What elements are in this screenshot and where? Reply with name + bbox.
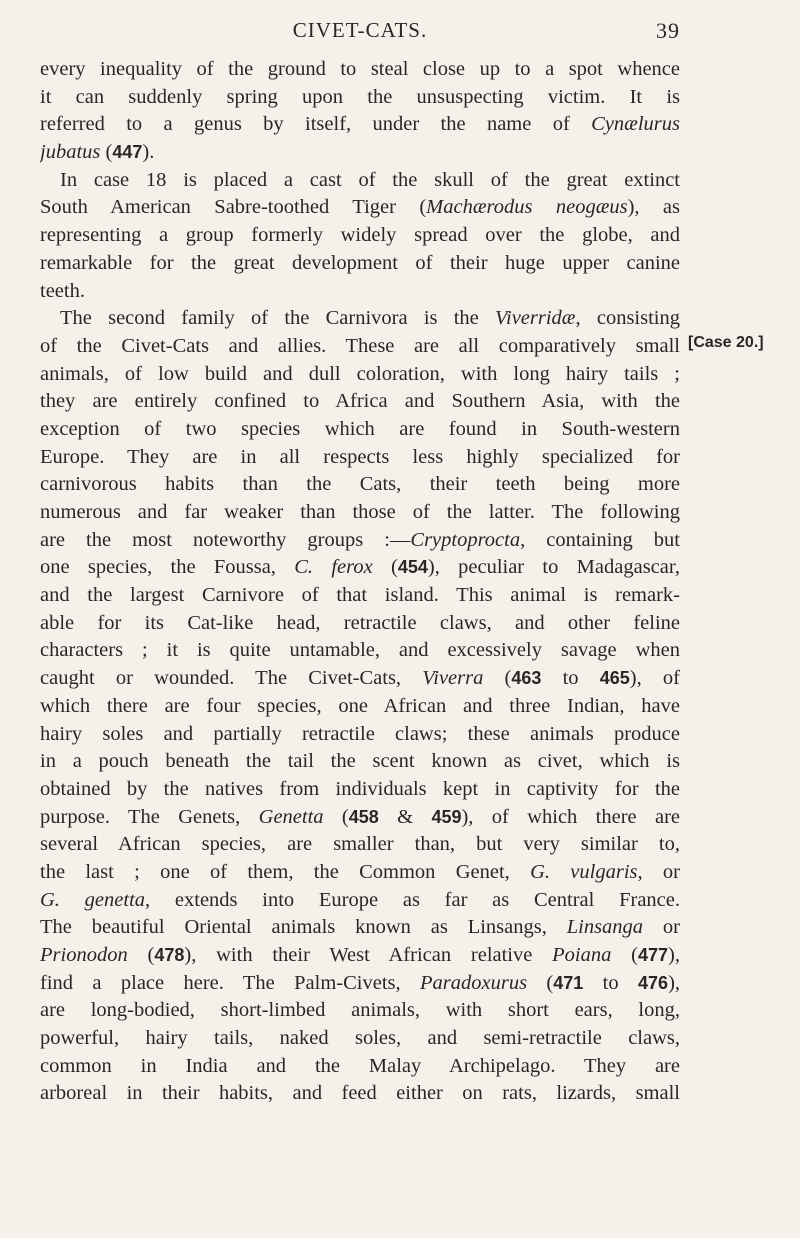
text-run: ( <box>527 971 554 994</box>
specimen-number: 459 <box>431 806 462 827</box>
text-line <box>40 1053 680 1081</box>
text-run: numerous and far weaker than those of the latter. The following <box>40 501 680 523</box>
text-run: able for its Cat-like head, retractile claws, and other feline <box>40 611 680 634</box>
text-run: , consisting <box>575 307 680 330</box>
text-run: in a pouch beneath the tail the scent known as civet, which is <box>40 750 680 773</box>
text-run: ), of which there are <box>461 805 680 828</box>
text-run: Europe. They are in all respects less highly specialized for <box>40 445 680 468</box>
italic-term: Machærodus neogæus <box>426 196 628 219</box>
text-line <box>40 111 680 139</box>
text-run: ( <box>372 556 398 579</box>
text-line <box>40 333 680 361</box>
text-run: ( <box>483 667 512 690</box>
text-run: carnivorous habits than the Cats, their teeth being more <box>40 473 680 496</box>
text-line <box>40 1025 680 1053</box>
text-run: teeth. <box>40 279 85 302</box>
italic-term: jubatus <box>40 141 101 164</box>
text-run: , or <box>637 860 680 883</box>
text-line <box>40 748 680 776</box>
text-run: every inequality of the ground to steal close up to a spot whence <box>40 58 680 80</box>
text-line <box>40 278 680 306</box>
specimen-number: 458 <box>348 806 379 827</box>
text-line <box>40 914 680 942</box>
text-run: ), <box>668 944 680 966</box>
body-text <box>40 56 680 1108</box>
text-line <box>40 194 680 222</box>
italic-term: Linsanga <box>566 916 644 939</box>
case-margin-note: [Case 20.] <box>688 334 764 351</box>
text-run: ( <box>127 944 155 966</box>
text-line <box>40 831 680 859</box>
text-line <box>40 527 680 555</box>
text-run: referred to a genus by itself, under the name of <box>40 113 592 136</box>
text-line <box>40 887 680 915</box>
text-line <box>40 554 680 582</box>
italic-term: G. genetta <box>40 888 146 911</box>
specimen-number: 471 <box>553 972 584 993</box>
specimen-number: 477 <box>638 945 669 965</box>
text-run: the last ; one of them, the Common Genet, <box>40 860 531 883</box>
text-line <box>40 721 680 749</box>
text-run: , containing but <box>520 528 680 551</box>
page-number: 39 <box>656 18 680 43</box>
text-run: ), as <box>627 196 680 219</box>
text-run: In case 18 is placed a cast of the skull of the great extinct <box>60 168 680 191</box>
text-run: ), <box>668 971 680 994</box>
text-run: one species, the Foussa, <box>40 556 295 579</box>
italic-term: G. vulgaris <box>530 860 638 883</box>
italic-term: Prionodon <box>40 944 128 966</box>
text-run: to <box>541 667 600 690</box>
specimen-number: 447 <box>112 142 143 163</box>
text-run: ), with their West African relative <box>184 944 553 966</box>
text-run: of the Civet-Cats and allies. These are all comparatively small <box>40 334 680 357</box>
text-run: ). <box>142 141 155 164</box>
text-line <box>40 416 680 444</box>
specimen-number: 476 <box>638 972 669 993</box>
text-run: The beautiful Oriental animals known as Linsangs, <box>40 916 567 939</box>
text-run: which there are four species, one African and three Indian, have <box>40 694 680 717</box>
text-run: , extends into Europe as far as Central France. <box>145 888 680 911</box>
text-run: or <box>643 916 680 939</box>
italic-term: Viverra <box>422 667 484 690</box>
text-line <box>40 859 680 887</box>
text-run: it can suddenly spring upon the unsuspecting victim. It is <box>40 85 680 108</box>
text-line <box>40 804 680 832</box>
italic-term: Paradoxurus <box>420 971 528 994</box>
text-line <box>40 942 680 970</box>
text-run: representing a group formerly widely spread over the globe, and <box>40 224 680 247</box>
specimen-number: 463 <box>511 668 542 689</box>
text-run: characters ; it is quite untamable, and excessively savage when <box>40 639 680 662</box>
text-run: exception of two species which are found in South-western <box>40 417 680 440</box>
text-run: animals, of low build and dull coloration, with long hairy tails ; <box>40 362 680 385</box>
text-line <box>40 222 680 250</box>
text-run: are long-bodied, short-limbed animals, with short ears, long, <box>40 999 680 1022</box>
text-run: several African species, are smaller than, but very similar to, <box>40 833 680 856</box>
text-run: ( <box>611 944 638 966</box>
text-run: remarkable for the great development of their huge upper canine <box>40 251 680 274</box>
text-run: caught or wounded. The Civet-Cats, <box>40 667 423 690</box>
text-line <box>40 250 680 278</box>
italic-term: Poiana <box>552 944 612 966</box>
text-run: South American Sabre-toothed Tiger ( <box>40 196 427 219</box>
text-line <box>40 167 680 195</box>
text-line <box>40 139 680 167</box>
specimen-number: 478 <box>154 945 185 965</box>
text-line <box>40 997 680 1025</box>
specimen-number: 454 <box>397 557 428 578</box>
text-run: powerful, hairy tails, naked soles, and semi-retractile claws, <box>40 1027 680 1050</box>
text-line <box>40 665 680 693</box>
text-line <box>40 693 680 721</box>
text-run: arboreal in their habits, and feed either on rats, lizards, small <box>40 1082 680 1105</box>
text-run: ( <box>323 805 349 828</box>
italic-term: Cryptoprocta <box>410 528 521 551</box>
text-run: are the most noteworthy groups :— <box>40 528 411 551</box>
specimen-number: 465 <box>599 668 630 689</box>
text-run: find a place here. The Palm-Civets, <box>40 971 420 994</box>
text-run: common in India and the Malay Archipelago. They are <box>40 1054 680 1077</box>
italic-term: Genetta <box>258 805 324 828</box>
italic-term: C. ferox <box>294 556 373 579</box>
text-line <box>40 444 680 472</box>
text-line <box>40 582 680 610</box>
page-header <box>40 18 680 48</box>
text-line <box>40 637 680 665</box>
text-run: The second family of the Carnivora is the <box>60 307 496 330</box>
running-title: CIVET-CATS. <box>292 18 428 42</box>
text-line <box>40 305 680 333</box>
text-run: and the largest Carnivore of that island. This animal is remark- <box>40 584 680 607</box>
text-run: to <box>583 971 639 994</box>
text-line <box>40 1080 680 1108</box>
text-run: ), peculiar to Madagascar, <box>427 556 680 579</box>
text-line <box>40 388 680 416</box>
text-line <box>40 471 680 499</box>
text-line <box>40 970 680 998</box>
text-line <box>40 361 680 389</box>
text-line <box>40 56 680 84</box>
text-run: hairy soles and partially retractile claws; these animals produce <box>40 722 680 745</box>
text-run: purpose. The Genets, <box>40 805 259 828</box>
text-line <box>40 84 680 112</box>
text-run: & <box>378 805 432 828</box>
text-run: ( <box>100 141 113 164</box>
italic-term: Cynælurus <box>591 113 680 136</box>
text-line <box>40 499 680 527</box>
italic-term: Viverridæ <box>495 307 576 330</box>
text-run: obtained by the natives from individuals kept in captivity for the <box>40 777 680 800</box>
text-run: they are entirely confined to Africa and Southern Asia, with the <box>40 390 680 413</box>
text-run: ), of <box>629 667 680 690</box>
text-line <box>40 776 680 804</box>
text-line <box>40 610 680 638</box>
